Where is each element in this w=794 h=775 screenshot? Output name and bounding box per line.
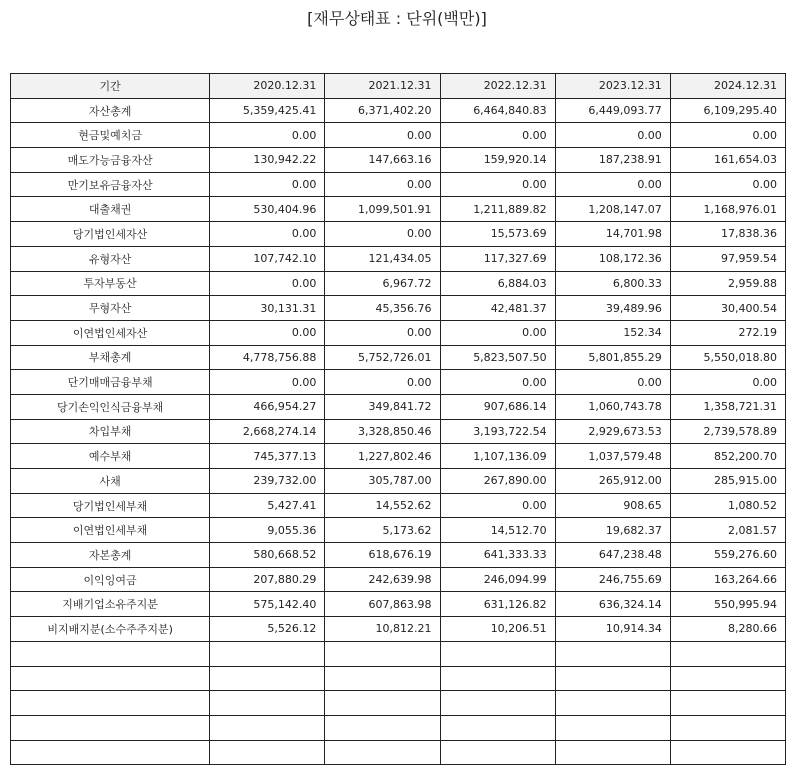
- value-cell: [555, 715, 670, 740]
- table-row: [11, 567, 786, 592]
- value-cell: [555, 666, 670, 691]
- value-cell: 0.00: [325, 370, 440, 395]
- value-cell: 10,206.51: [440, 617, 555, 642]
- value-cell: 0.00: [325, 123, 440, 148]
- row-label: [11, 715, 210, 740]
- table-row: [11, 172, 786, 197]
- value-cell: [210, 641, 325, 666]
- value-cell: 6,884.03: [440, 271, 555, 296]
- value-cell: [440, 666, 555, 691]
- value-cell: 1,168,976.01: [670, 197, 785, 222]
- row-label: 당기법인세자산: [11, 222, 210, 247]
- value-cell: 647,238.48: [555, 543, 670, 568]
- row-label: 부채총계: [11, 345, 210, 370]
- value-cell: [325, 740, 440, 765]
- value-cell: 130,942.22: [210, 148, 325, 173]
- value-cell: 0.00: [555, 123, 670, 148]
- value-cell: 745,377.13: [210, 444, 325, 469]
- row-label: 투자부동산: [11, 271, 210, 296]
- year-header: 2024.12.31: [670, 74, 785, 99]
- table-row: [11, 543, 786, 568]
- value-cell: 2,081.57: [670, 518, 785, 543]
- value-cell: 0.00: [440, 320, 555, 345]
- value-cell: 852,200.70: [670, 444, 785, 469]
- value-cell: 5,752,726.01: [325, 345, 440, 370]
- value-cell: 0.00: [670, 370, 785, 395]
- value-cell: 0.00: [440, 370, 555, 395]
- table-row: [11, 691, 786, 716]
- value-cell: [555, 740, 670, 765]
- value-cell: 14,552.62: [325, 493, 440, 518]
- value-cell: 6,800.33: [555, 271, 670, 296]
- value-cell: 121,434.05: [325, 246, 440, 271]
- table-row: [11, 98, 786, 123]
- value-cell: 42,481.37: [440, 296, 555, 321]
- value-cell: 30,400.54: [670, 296, 785, 321]
- value-cell: 636,324.14: [555, 592, 670, 617]
- value-cell: 117,327.69: [440, 246, 555, 271]
- value-cell: [440, 740, 555, 765]
- row-label: [11, 666, 210, 691]
- row-label: 예수부채: [11, 444, 210, 469]
- row-label: 자본총계: [11, 543, 210, 568]
- value-cell: [555, 691, 670, 716]
- table-row: [11, 296, 786, 321]
- table-row: [11, 370, 786, 395]
- value-cell: 6,109,295.40: [670, 98, 785, 123]
- value-cell: 239,732.00: [210, 469, 325, 494]
- value-cell: 1,080.52: [670, 493, 785, 518]
- value-cell: 6,449,093.77: [555, 98, 670, 123]
- table-row: [11, 394, 786, 419]
- value-cell: 246,094.99: [440, 567, 555, 592]
- value-cell: 6,967.72: [325, 271, 440, 296]
- value-cell: 14,512.70: [440, 518, 555, 543]
- row-label: 만기보유금융자산: [11, 172, 210, 197]
- value-cell: [325, 691, 440, 716]
- row-label: 당기법인세부채: [11, 493, 210, 518]
- table-row: [11, 444, 786, 469]
- value-cell: 9,055.36: [210, 518, 325, 543]
- value-cell: 908.65: [555, 493, 670, 518]
- value-cell: 559,276.60: [670, 543, 785, 568]
- year-header: 2021.12.31: [325, 74, 440, 99]
- value-cell: 2,959.88: [670, 271, 785, 296]
- table-row: [11, 271, 786, 296]
- value-cell: 107,742.10: [210, 246, 325, 271]
- table-row: [11, 469, 786, 494]
- value-cell: [210, 691, 325, 716]
- value-cell: 161,654.03: [670, 148, 785, 173]
- value-cell: 163,264.66: [670, 567, 785, 592]
- value-cell: 305,787.00: [325, 469, 440, 494]
- value-cell: 0.00: [440, 493, 555, 518]
- value-cell: 0.00: [210, 123, 325, 148]
- row-label: 현금및예치금: [11, 123, 210, 148]
- value-cell: 15,573.69: [440, 222, 555, 247]
- value-cell: 907,686.14: [440, 394, 555, 419]
- value-cell: 575,142.40: [210, 592, 325, 617]
- value-cell: [440, 641, 555, 666]
- table-row: [11, 592, 786, 617]
- value-cell: 1,227,802.46: [325, 444, 440, 469]
- value-cell: 0.00: [325, 222, 440, 247]
- year-header: 2023.12.31: [555, 74, 670, 99]
- table-row: [11, 419, 786, 444]
- value-cell: 152.34: [555, 320, 670, 345]
- value-cell: 207,880.29: [210, 567, 325, 592]
- value-cell: 0.00: [670, 123, 785, 148]
- value-cell: 3,328,850.46: [325, 419, 440, 444]
- table-row: [11, 123, 786, 148]
- value-cell: 0.00: [325, 320, 440, 345]
- year-header: 2022.12.31: [440, 74, 555, 99]
- row-label: 이익잉여금: [11, 567, 210, 592]
- table-row: [11, 715, 786, 740]
- value-cell: 607,863.98: [325, 592, 440, 617]
- value-cell: 0.00: [210, 370, 325, 395]
- value-cell: 2,739,578.89: [670, 419, 785, 444]
- value-cell: 5,526.12: [210, 617, 325, 642]
- row-label: [11, 641, 210, 666]
- value-cell: 1,208,147.07: [555, 197, 670, 222]
- table-row: [11, 222, 786, 247]
- value-cell: 580,668.52: [210, 543, 325, 568]
- value-cell: [555, 641, 670, 666]
- value-cell: 0.00: [210, 222, 325, 247]
- table-row: [11, 641, 786, 666]
- value-cell: 1,358,721.31: [670, 394, 785, 419]
- page-title: [재무상태표 : 단위(백만)]: [307, 9, 487, 28]
- value-cell: 8,280.66: [670, 617, 785, 642]
- table-row: [11, 320, 786, 345]
- value-cell: 10,812.21: [325, 617, 440, 642]
- value-cell: 349,841.72: [325, 394, 440, 419]
- row-label: 이연법인세부채: [11, 518, 210, 543]
- value-cell: 10,914.34: [555, 617, 670, 642]
- row-label: 이연법인세자산: [11, 320, 210, 345]
- value-cell: 6,464,840.83: [440, 98, 555, 123]
- row-label: 비지배지분(소수주주지분): [11, 617, 210, 642]
- value-cell: [210, 740, 325, 765]
- value-cell: [670, 691, 785, 716]
- value-cell: [670, 641, 785, 666]
- value-cell: 618,676.19: [325, 543, 440, 568]
- row-label: 지배기업소유주지분: [11, 592, 210, 617]
- value-cell: 1,211,889.82: [440, 197, 555, 222]
- value-cell: 265,912.00: [555, 469, 670, 494]
- table-row: [11, 197, 786, 222]
- row-label: [11, 740, 210, 765]
- value-cell: 5,550,018.80: [670, 345, 785, 370]
- value-cell: 0.00: [555, 172, 670, 197]
- value-cell: 19,682.37: [555, 518, 670, 543]
- value-cell: 550,995.94: [670, 592, 785, 617]
- value-cell: 159,920.14: [440, 148, 555, 173]
- value-cell: 641,333.33: [440, 543, 555, 568]
- row-label: 차입부채: [11, 419, 210, 444]
- value-cell: 466,954.27: [210, 394, 325, 419]
- value-cell: 631,126.82: [440, 592, 555, 617]
- value-cell: [670, 666, 785, 691]
- table-header-row: [11, 74, 786, 99]
- value-cell: [210, 666, 325, 691]
- row-label: 무형자산: [11, 296, 210, 321]
- value-cell: 2,929,673.53: [555, 419, 670, 444]
- value-cell: 0.00: [670, 172, 785, 197]
- table-row: [11, 246, 786, 271]
- value-cell: [325, 641, 440, 666]
- balance-sheet-table: [10, 73, 786, 765]
- value-cell: 17,838.36: [670, 222, 785, 247]
- value-cell: 1,060,743.78: [555, 394, 670, 419]
- value-cell: 108,172.36: [555, 246, 670, 271]
- row-label: 매도가능금융자산: [11, 148, 210, 173]
- value-cell: 187,238.91: [555, 148, 670, 173]
- value-cell: [670, 715, 785, 740]
- value-cell: 0.00: [325, 172, 440, 197]
- table-row: [11, 493, 786, 518]
- table-row: [11, 148, 786, 173]
- table-row: [11, 617, 786, 642]
- value-cell: [325, 715, 440, 740]
- value-cell: 0.00: [210, 320, 325, 345]
- row-label: 사채: [11, 469, 210, 494]
- value-cell: 0.00: [555, 370, 670, 395]
- value-cell: [440, 715, 555, 740]
- value-cell: 0.00: [440, 172, 555, 197]
- table-row: [11, 740, 786, 765]
- row-label: 대출채권: [11, 197, 210, 222]
- value-cell: [325, 666, 440, 691]
- value-cell: 1,099,501.91: [325, 197, 440, 222]
- table-body: [11, 98, 786, 765]
- value-cell: 30,131.31: [210, 296, 325, 321]
- value-cell: 272.19: [670, 320, 785, 345]
- value-cell: 97,959.54: [670, 246, 785, 271]
- value-cell: 3,193,722.54: [440, 419, 555, 444]
- value-cell: [210, 715, 325, 740]
- value-cell: 0.00: [210, 172, 325, 197]
- value-cell: 4,778,756.88: [210, 345, 325, 370]
- row-label: 단기매매금융부채: [11, 370, 210, 395]
- value-cell: 2,668,274.14: [210, 419, 325, 444]
- value-cell: 285,915.00: [670, 469, 785, 494]
- value-cell: 0.00: [210, 271, 325, 296]
- period-header: 기간: [11, 74, 210, 99]
- value-cell: 5,823,507.50: [440, 345, 555, 370]
- table-row: [11, 666, 786, 691]
- row-label: 유형자산: [11, 246, 210, 271]
- value-cell: 246,755.69: [555, 567, 670, 592]
- value-cell: 14,701.98: [555, 222, 670, 247]
- value-cell: 5,359,425.41: [210, 98, 325, 123]
- value-cell: [670, 740, 785, 765]
- value-cell: 5,427.41: [210, 493, 325, 518]
- value-cell: 242,639.98: [325, 567, 440, 592]
- value-cell: 1,107,136.09: [440, 444, 555, 469]
- value-cell: 147,663.16: [325, 148, 440, 173]
- table-row: [11, 518, 786, 543]
- value-cell: 5,801,855.29: [555, 345, 670, 370]
- row-label: 자산총계: [11, 98, 210, 123]
- value-cell: 1,037,579.48: [555, 444, 670, 469]
- value-cell: 0.00: [440, 123, 555, 148]
- year-header: 2020.12.31: [210, 74, 325, 99]
- value-cell: 45,356.76: [325, 296, 440, 321]
- table-row: [11, 345, 786, 370]
- value-cell: 5,173.62: [325, 518, 440, 543]
- row-label: 당기손익인식금융부채: [11, 394, 210, 419]
- value-cell: [440, 691, 555, 716]
- value-cell: 6,371,402.20: [325, 98, 440, 123]
- row-label: [11, 691, 210, 716]
- value-cell: 530,404.96: [210, 197, 325, 222]
- value-cell: 39,489.96: [555, 296, 670, 321]
- value-cell: 267,890.00: [440, 469, 555, 494]
